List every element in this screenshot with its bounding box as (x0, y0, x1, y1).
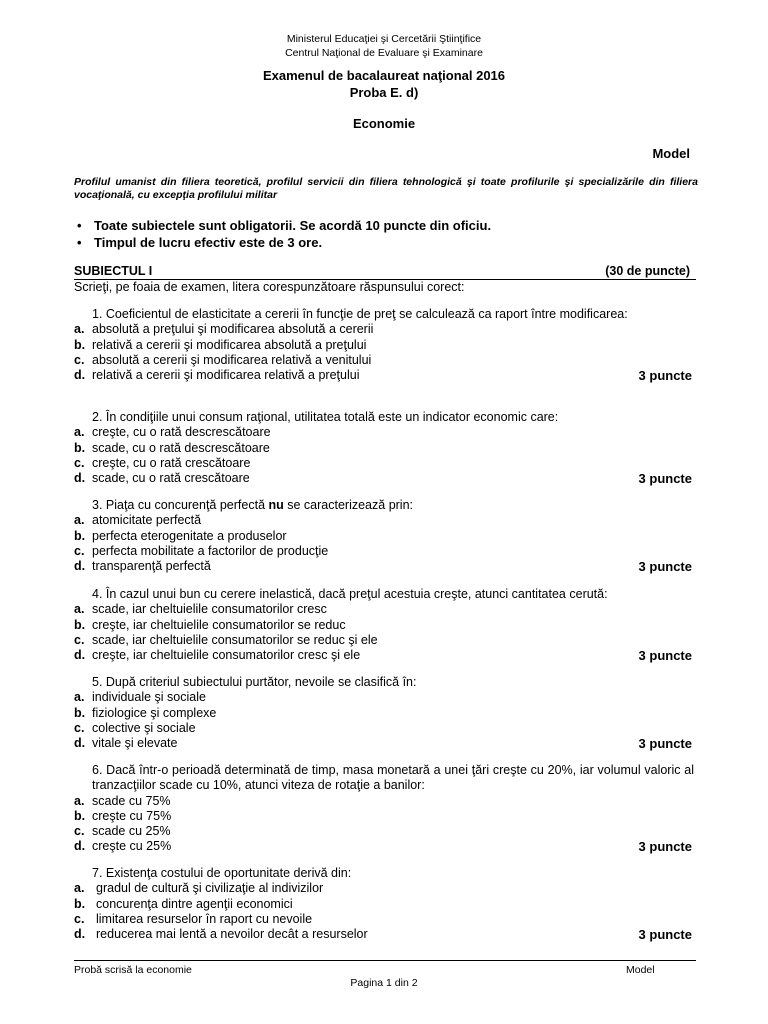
option-letter: d. (74, 648, 86, 663)
option-text: scade cu 25% (92, 824, 171, 839)
exam-proba: Proba E. d) (349, 85, 419, 100)
evaluation-center-name: Centrul Naţional de Evaluare şi Examinare (285, 47, 483, 59)
option-letter: d. (74, 736, 86, 751)
option-letter: c. (74, 911, 85, 926)
option-text: vitale şi elevate (92, 736, 178, 751)
question-points: 3 puncte (638, 927, 692, 943)
option-c (74, 544, 694, 559)
option-b (74, 529, 694, 544)
option-text: reducerea mai lentă a nevoilor decât a resurselor (96, 927, 368, 942)
option-a (74, 322, 694, 337)
question-points: 3 puncte (638, 736, 692, 752)
option-c (74, 824, 694, 839)
option-letter: a. (74, 322, 85, 337)
option-text: atomicitate perfectă (92, 513, 202, 528)
profile-description: Profilul umanist din filiera teoretică, profilul servicii din filiera tehnologică şi toate profilurile şi specializările din filiera vocaţională, cu excepţia profilului militar (74, 176, 698, 201)
option-c (74, 912, 694, 927)
question-stem: 5. După criteriul subiectului purtător, nevoile se clasifică în: (92, 675, 417, 689)
section-instruction: Scrieţi, pe foaia de examen, litera corespunzătoare răspunsului corect: (74, 280, 465, 294)
exam-subject: Economie (352, 116, 416, 131)
page-number: Pagina 1 din 2 (350, 977, 418, 989)
question-3 (74, 498, 694, 574)
question-stem: 7. Existenţa costului de oportunitate derivă din: (92, 866, 352, 880)
question-1 (74, 307, 694, 383)
option-b (74, 618, 694, 633)
option-text: fiziologice şi complexe (92, 705, 217, 720)
option-text: relativă a cererii şi modificarea absolută a preţului (92, 337, 367, 352)
option-letter: b. (74, 440, 86, 455)
option-letter: c. (74, 543, 85, 558)
option-text: scade, cu o rată descrescătoare (92, 440, 270, 455)
option-text: perfecta mobilitate a factorilor de producţie (92, 543, 329, 558)
option-text: creşte, cu o rată descrescătoare (92, 425, 271, 440)
option-text: creşte cu 75% (92, 808, 172, 823)
option-text: transparenţă perfectă (92, 559, 211, 574)
option-letter: b. (74, 617, 86, 632)
option-letter: c. (74, 352, 85, 367)
option-b (74, 706, 694, 721)
section-header (74, 264, 696, 280)
exam-title: Examenul de bacalaureat naţional 2016 (262, 68, 506, 83)
rule-item: • Toate subiectele sunt obligatorii. Se acordă 10 puncte din oficiu. (74, 217, 694, 234)
option-text: creşte cu 25% (92, 839, 172, 854)
option-a (74, 425, 694, 440)
question-stem: 1. Coeficientul de elasticitate a cererii în funcţie de preţ se calculează ca raport între modificarea: (92, 307, 628, 321)
option-text: scade, iar cheltuielile consumatorilor se reduc şi ele (92, 632, 378, 647)
option-d (74, 927, 694, 942)
footer-right: Model (626, 964, 655, 976)
option-d (74, 471, 694, 486)
option-text: relativă a cererii şi modificarea relativă a preţului (92, 368, 360, 383)
question-stem (74, 498, 694, 513)
question-6 (74, 763, 694, 855)
option-b (74, 338, 694, 353)
option-c (74, 633, 694, 648)
question-points: 3 puncte (638, 648, 692, 664)
option-d (74, 839, 694, 854)
option-letter: a. (74, 513, 85, 528)
question-stem-start: 3. Piaţa cu concurenţă perfectă (92, 498, 269, 512)
option-letter: b. (74, 808, 86, 823)
option-text: colective şi sociale (92, 720, 196, 735)
option-text: absolută a preţului şi modificarea absolută a cererii (92, 322, 374, 337)
question-stem: 2. În condiţiile unui consum raţional, utilitatea totală este un indicator economic care: (92, 410, 559, 424)
option-letter: c. (74, 720, 85, 735)
option-letter: a. (74, 881, 85, 896)
option-letter: a. (74, 793, 85, 808)
option-letter: b. (74, 528, 86, 543)
option-letter: b. (74, 896, 86, 911)
option-letter: d. (74, 927, 86, 942)
option-letter: a. (74, 690, 85, 705)
option-letter: d. (74, 471, 86, 486)
option-a (74, 881, 694, 896)
option-letter: c. (74, 824, 85, 839)
question-stem: 6. Dacă într-o perioadă determinată de timp, masa monetară a unei ţări creşte cu 20%, iar volumul valoric al tranzacţiilor scade cu 10%, atunci viteza de rotaţie a banilor: (92, 763, 694, 793)
section-title: SUBIECTUL I (74, 264, 153, 278)
option-c (74, 721, 694, 736)
option-text: scade, cu o rată crescătoare (92, 471, 250, 486)
option-text: creşte, iar cheltuielile consumatorilor cresc şi ele (92, 648, 361, 663)
option-d (74, 368, 694, 383)
question-5 (74, 675, 694, 751)
question-points: 3 puncte (638, 471, 692, 487)
option-c (74, 353, 694, 368)
option-letter: d. (74, 839, 86, 854)
option-letter: b. (74, 705, 86, 720)
option-letter: b. (74, 337, 86, 352)
option-a (74, 513, 694, 528)
question-4 (74, 587, 694, 663)
option-a (74, 690, 694, 705)
option-text: absolută a cererii şi modificarea relativă a venitului (92, 352, 372, 367)
option-a (74, 794, 694, 809)
rules-list (74, 217, 694, 251)
option-text: concurenţa dintre agenţii economici (96, 896, 293, 911)
footer-left: Probă scrisă la economie (74, 964, 192, 976)
question-stem-emphasis: nu (268, 498, 284, 512)
option-d (74, 648, 694, 663)
option-b (74, 897, 694, 912)
option-letter: a. (74, 602, 85, 617)
option-d (74, 736, 694, 751)
option-letter: c. (74, 632, 85, 647)
question-points: 3 puncte (638, 368, 692, 384)
option-b (74, 809, 694, 824)
option-text: gradul de cultură şi civilizaţie al indivizilor (96, 881, 324, 896)
option-text: creşte, iar cheltuielile consumatorilor se reduc (92, 617, 346, 632)
option-letter: a. (74, 425, 85, 440)
rule-item: • Timpul de lucru efectiv este de 3 ore. (74, 234, 694, 251)
question-points: 3 puncte (638, 559, 692, 575)
question-stem: 4. În cazul unui bun cu cerere inelastică, dacă preţul acestuia creşte, atunci cantitatea cerută: (92, 587, 608, 601)
question-2 (74, 410, 694, 486)
question-points: 3 puncte (638, 839, 692, 855)
option-b (74, 441, 694, 456)
model-label: Model (652, 146, 690, 161)
option-text: perfecta eterogenitate a produselor (92, 528, 287, 543)
option-letter: d. (74, 368, 86, 383)
option-text: individuale şi sociale (92, 690, 206, 705)
option-a (74, 602, 694, 617)
ministry-name: Ministerul Educaţiei şi Cercetării Ştiinţifice (286, 33, 482, 45)
option-text: scade, iar cheltuielile consumatorilor cresc (92, 602, 327, 617)
option-text: scade cu 75% (92, 793, 171, 808)
option-c (74, 456, 694, 471)
footer-divider (74, 960, 696, 961)
section-points: (30 de puncte) (605, 264, 690, 278)
option-letter: d. (74, 559, 86, 574)
option-letter: c. (74, 455, 85, 470)
question-stem-end: se caracterizează prin: (283, 498, 414, 512)
option-text: limitarea resurselor în raport cu nevoile (96, 911, 313, 926)
question-7 (74, 866, 694, 942)
option-d (74, 559, 694, 574)
option-text: creşte, cu o rată crescătoare (92, 455, 251, 470)
